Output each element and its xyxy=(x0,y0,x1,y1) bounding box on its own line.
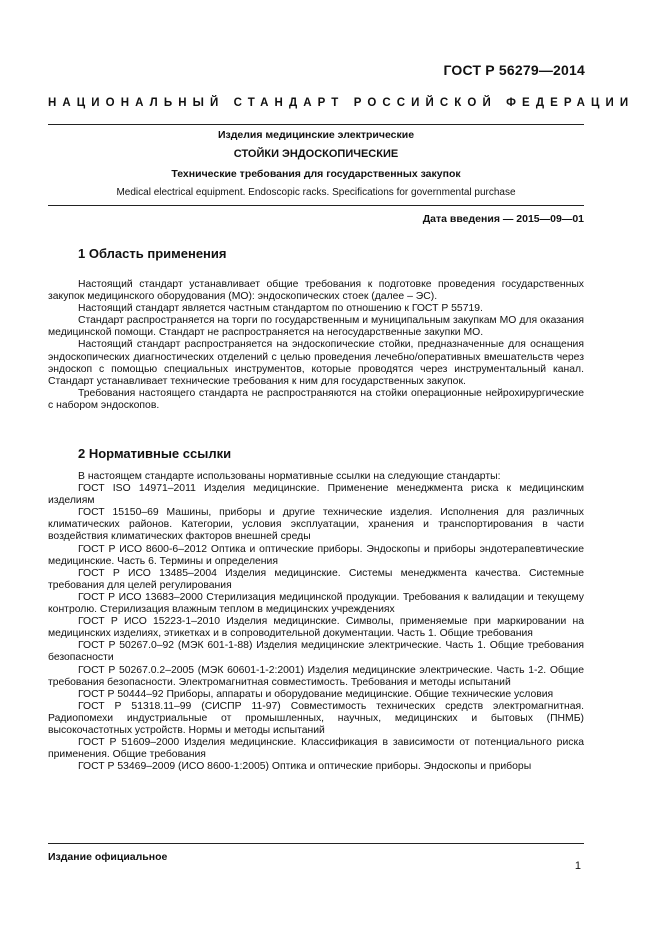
divider xyxy=(48,205,584,206)
title-line-1: Изделия медицинские электрические xyxy=(217,129,415,141)
reference-item: ГОСТ Р ИСО 13683–2000 Стерилизация медицинской продукции. Требования к валидации и текущему контролю. Стерилизация влажным теплом в медицинских учреждениях xyxy=(48,591,584,616)
reference-item: ГОСТ Р 50444–92 Приборы, аппараты и оборудование медицинские. Общие технические условия xyxy=(78,688,554,700)
reference-item: ГОСТ ISO 14971–2011 Изделия медицинские. Применение менеджмента риска к медицинским изделиям xyxy=(48,483,584,507)
paragraph: Настоящий стандарт распространяется на эндоскопические стойки, предназначенные для оснащения эндоскопических диагностических отделений с целью проведения лечебно/оперативных вмешательств через эндоскоп с помощью специальных инструментов, которые проводятся через инструментальный канал. Стандарт устанавливает технические требования к ним для государственных закупок. xyxy=(48,339,584,387)
title-english: Medical electrical equipment. Endoscopic racks. Specifications for governmental purchase xyxy=(116,187,516,198)
title-line-3: Технические требования для государственных закупок xyxy=(171,168,461,180)
reference-item: ГОСТ Р 51318.11–99 (СИСПР 11-97) Совместимость технических средств электромагнитная. Радиопомехи индустриальные от промышленных, научных, медицинских и бытовых (ПНМБ) высокочастотных устройств. Нормы и методы испытаний xyxy=(48,700,584,736)
reference-item: ГОСТ Р 50267.0.2–2005 (МЭК 60601-1-2:2001) Изделия медицинские электрические. Часть 1-2. Общие требования безопасности. Электромагнитная совместимость. Требования и методы испытаний xyxy=(48,664,584,688)
introduction-date: Дата введения — 2015—09—01 xyxy=(422,213,584,225)
paragraph: Настоящий стандарт является частным стандартом по отношению к ГОСТ Р 55719. xyxy=(78,303,483,315)
section-1-heading: 1 Область применения xyxy=(78,246,227,261)
reference-item: ГОСТ Р 53469–2009 (ИСО 8600-1:2005) Оптика и оптические приборы. Эндоскопы и приборы xyxy=(78,761,532,773)
reference-item: ГОСТ 15150–69 Машины, приборы и другие технические изделия. Исполнения для различных климатических районов. Категории, условия эксплуатации, хранения и транспортирования в части воздействия климатических факторов внешней среды xyxy=(48,507,584,543)
paragraph: В настоящем стандарте использованы нормативные ссылки на следующие стандарты: xyxy=(78,471,501,482)
section-1-body xyxy=(48,279,584,412)
reference-item: ГОСТ Р ИСО 15223-1–2010 Изделия медицинские. Символы, применяемые при маркировании на медицинских изделиях, этикетках и в сопроводительной документации. Часть 1. Общие требования xyxy=(48,616,584,640)
reference-item: ГОСТ Р 51609–2000 Изделия медицинские. Классификация в зависимости от потенциального риска применения. Общие требования xyxy=(48,737,584,761)
paragraph: Стандарт распространяется на торги по государственным и муниципальным закупкам МО для оказания медицинской помощи. Стандарт не распространяется на негосударственные закупки МО. xyxy=(48,315,584,339)
reference-item: ГОСТ Р ИСО 8600-6–2012 Оптика и оптические приборы. Эндоскопы и приборы эндотерапевтические медицинские. Часть 6. Термины и определения xyxy=(48,543,584,567)
paragraph: Настоящий стандарт устанавливает общие требования к подготовке проведения государственных закупок медицинского оборудования (МО): эндоскопических стоек (далее – ЭС). xyxy=(48,279,584,303)
standard-heading: НАЦИОНАЛЬНЫЙ СТАНДАРТ РОССИЙСКОЙ ФЕДЕРАЦИИ xyxy=(48,97,635,109)
reference-item: ГОСТ Р ИСО 13485–2004 Изделия медицинские. Системы менеджмента качества. Системные требования для целей регулирования xyxy=(48,567,584,591)
document-number: ГОСТ Р 56279—2014 xyxy=(443,62,585,78)
section-2-heading: 2 Нормативные ссылки xyxy=(78,446,232,461)
paragraph: Требования настоящего стандарта не распространяются на стойки операционные нейрохирургические с набором эндоскопов. xyxy=(48,387,584,411)
title-line-2: СТОЙКИ ЭНДОСКОПИЧЕСКИЕ xyxy=(233,148,399,160)
reference-item: ГОСТ Р 50267.0–92 (МЭК 601-1-88) Изделия медицинские электрические. Часть 1. Общие требования безопасности xyxy=(48,640,584,664)
section-2-body xyxy=(48,471,584,773)
divider xyxy=(48,124,584,125)
footer-divider xyxy=(48,843,584,844)
official-edition-note: Издание официальное xyxy=(48,851,168,863)
page-number: 1 xyxy=(574,860,581,872)
